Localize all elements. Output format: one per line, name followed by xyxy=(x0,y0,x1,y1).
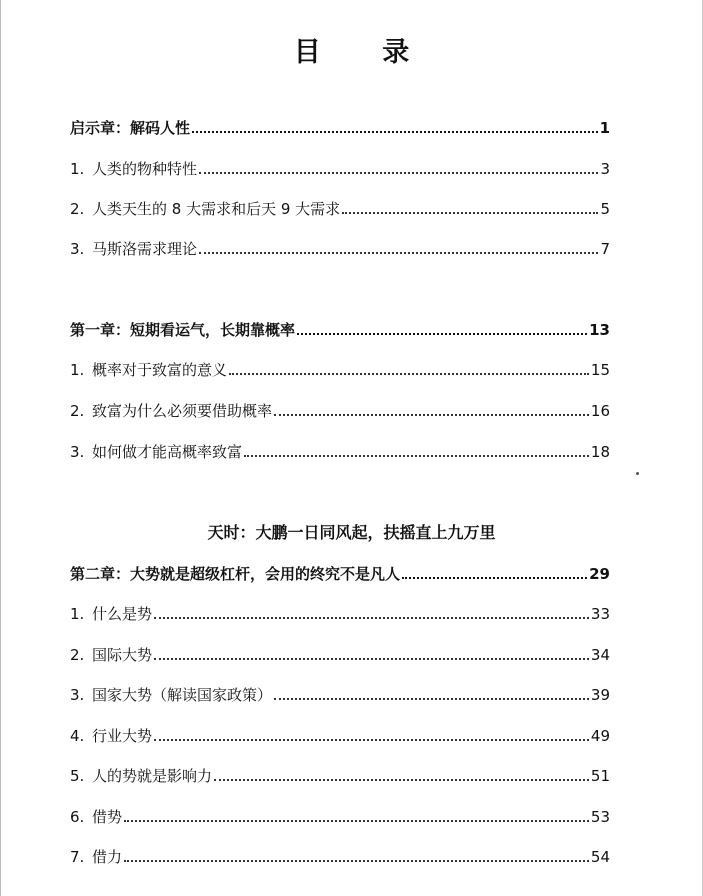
toc-page-number: 15 xyxy=(590,361,610,379)
toc-label: 什么是势 xyxy=(92,605,153,623)
toc-number: 4. xyxy=(70,727,85,745)
dot-leader xyxy=(244,455,589,457)
toc-entry xyxy=(70,157,610,179)
toc-page-number: 33 xyxy=(590,605,610,623)
toc-page-number: 39 xyxy=(590,686,610,704)
toc-entry xyxy=(70,643,610,665)
toc-entry xyxy=(70,197,610,219)
toc-entry-chapter-1 xyxy=(70,318,610,340)
toc-number: 2. xyxy=(70,200,85,218)
toc-number: 3. xyxy=(70,443,85,461)
toc-number: 1. xyxy=(70,160,85,178)
toc-number: 1. xyxy=(70,361,85,379)
toc-label: 概率对于致富的意义 xyxy=(92,361,228,379)
section-heading: 天时：大鹏一日同风起，扶摇直上九万里 xyxy=(207,523,496,542)
toc-label: 第一章：短期看运气，长期靠概率 xyxy=(70,321,296,339)
dot-leader xyxy=(154,658,589,660)
toc-page-number: 7 xyxy=(600,240,610,258)
dot-leader xyxy=(274,414,589,416)
dot-leader xyxy=(402,577,587,579)
toc-number: 6. xyxy=(70,808,85,826)
toc-number: 3. xyxy=(70,240,85,258)
page-title: 目 录 xyxy=(293,37,436,68)
toc-label: 如何做才能高概率致富 xyxy=(92,443,243,461)
toc-label: 国际大势 xyxy=(92,646,153,664)
toc-label: 人类的物种特性 xyxy=(92,160,198,178)
toc-entry xyxy=(70,805,610,827)
toc-entry xyxy=(70,237,610,259)
dot-leader xyxy=(297,333,587,335)
dot-leader xyxy=(342,212,598,214)
toc-label: 马斯洛需求理论 xyxy=(92,240,198,258)
toc-entry xyxy=(70,399,610,421)
toc-number: 1. xyxy=(70,605,85,623)
toc-label: 人的势就是影响力 xyxy=(92,767,213,785)
dot-leader xyxy=(214,779,589,781)
toc-label: 人类天生的 8 大需求和后天 9 大需求 xyxy=(92,200,341,218)
toc-label: 启示章：解码人性 xyxy=(70,119,191,137)
toc-entry xyxy=(70,764,610,786)
toc-label: 国家大势（解读国家政策） xyxy=(92,686,273,704)
toc-label: 致富为什么必须要借助概率 xyxy=(92,402,273,420)
toc-page-number: 29 xyxy=(589,565,610,583)
dot-leader xyxy=(124,860,589,862)
toc-page-number: 1 xyxy=(599,119,610,137)
toc-entry-chapter-2 xyxy=(70,562,610,584)
toc-entry xyxy=(70,602,610,624)
toc-number: 2. xyxy=(70,402,85,420)
toc-label: 借势 xyxy=(92,808,123,826)
toc-page-number: 53 xyxy=(590,808,610,826)
toc-number: 5. xyxy=(70,767,85,785)
dot-leader xyxy=(274,698,589,700)
toc-page-number: 3 xyxy=(600,160,610,178)
toc-page-number: 49 xyxy=(590,727,610,745)
toc-page-number: 13 xyxy=(589,321,610,339)
toc-label: 第二章：大势就是超级杠杆，会用的终究不是凡人 xyxy=(70,565,401,583)
dot-leader xyxy=(229,373,589,375)
dot-leader xyxy=(199,252,598,254)
dot-leader xyxy=(124,820,589,822)
toc-label: 行业大势 xyxy=(92,727,153,745)
toc-number: 7. xyxy=(70,848,85,866)
toc-page-number: 16 xyxy=(590,402,610,420)
toc-page-number: 18 xyxy=(590,443,610,461)
toc-page-number: 34 xyxy=(590,646,610,664)
toc-entry xyxy=(70,440,610,462)
toc-number: 2. xyxy=(70,646,85,664)
toc-page-number: 51 xyxy=(590,767,610,785)
dot-leader xyxy=(154,617,589,619)
toc-entry xyxy=(70,845,610,867)
scan-speck xyxy=(636,472,639,475)
toc-page-number: 54 xyxy=(590,848,610,866)
toc-label: 借力 xyxy=(92,848,123,866)
toc-entry xyxy=(70,724,610,746)
dot-leader xyxy=(199,172,598,174)
toc-entry xyxy=(70,358,610,380)
dot-leader xyxy=(154,739,589,741)
toc-number: 3. xyxy=(70,686,85,704)
dot-leader xyxy=(192,131,598,133)
toc-entry-chapter-intro xyxy=(70,116,610,138)
toc-page-number: 5 xyxy=(600,200,610,218)
toc-entry xyxy=(70,683,610,705)
